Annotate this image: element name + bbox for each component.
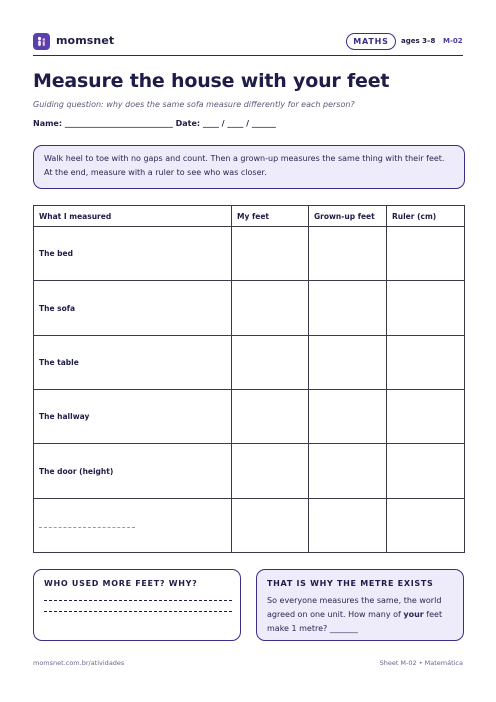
ruler-cell[interactable] <box>387 281 465 335</box>
instructions-text: Walk heel to toe with no gaps and count. Then a grown-up measures the same thing with their feet. At the end, measure with a ruler to see who was closer. <box>44 154 445 177</box>
subject-badge: MATHS <box>346 33 396 50</box>
metre-card-title: THAT IS WHY THE METRE EXISTS <box>267 579 434 588</box>
table-row <box>34 390 465 444</box>
row-label: The table <box>34 335 232 389</box>
answer-line[interactable] <box>44 611 232 612</box>
metre-card <box>256 569 464 641</box>
my-feet-cell[interactable] <box>232 281 309 335</box>
table-row <box>34 227 465 281</box>
ruler-cell[interactable] <box>387 335 465 389</box>
instructions-box <box>33 145 465 189</box>
table-row <box>34 444 465 498</box>
row-label: The door (height) <box>34 444 232 498</box>
header-divider <box>33 55 463 56</box>
ruler-cell[interactable] <box>387 390 465 444</box>
column-header: My feet <box>232 206 309 227</box>
row-label: The hallway <box>34 390 232 444</box>
column-header: Ruler (cm) <box>387 206 465 227</box>
name-date-line[interactable]: Name: ___________________________ Date: ____ / ____ / ______ <box>33 119 276 128</box>
column-header: Grown-up feet <box>309 206 387 227</box>
grown-up-feet-cell[interactable] <box>309 390 387 444</box>
grown-up-feet-cell[interactable] <box>309 335 387 389</box>
sheet-code: M-02 <box>443 37 463 45</box>
row-label: The bed <box>34 227 232 281</box>
age-range: ages 3–8 <box>401 37 436 45</box>
grown-up-feet-cell[interactable] <box>309 281 387 335</box>
table-row <box>34 335 465 389</box>
table-row <box>34 498 465 552</box>
question-card <box>33 569 241 641</box>
brand-logo-icon <box>33 33 50 50</box>
header <box>33 32 463 52</box>
table-header-row <box>34 206 465 227</box>
question-card-title: WHO USED MORE FEET? WHY? <box>44 579 198 588</box>
grown-up-feet-cell[interactable] <box>309 227 387 281</box>
my-feet-cell[interactable] <box>232 498 309 552</box>
metre-text-part: feet make 1 metre? _______ <box>267 610 443 633</box>
ruler-cell[interactable] <box>387 498 465 552</box>
answer-line[interactable] <box>44 600 232 601</box>
row-label: The sofa <box>34 281 232 335</box>
metre-text-emphasis: your <box>403 610 424 619</box>
page-title: Measure the house with your feet <box>33 70 390 92</box>
write-in-line[interactable] <box>39 527 135 528</box>
column-header: What I measured <box>34 206 232 227</box>
my-feet-cell[interactable] <box>232 227 309 281</box>
measurement-table <box>33 205 465 553</box>
my-feet-cell[interactable] <box>232 335 309 389</box>
table-row <box>34 281 465 335</box>
metre-card-text <box>267 594 459 636</box>
footer-sheet-label: Sheet M-02 • Matemática <box>379 659 463 667</box>
footer-url: momsnet.com.br/atividades <box>33 659 125 667</box>
brand-name: momsnet <box>56 34 115 47</box>
ruler-cell[interactable] <box>387 444 465 498</box>
grown-up-feet-cell[interactable] <box>309 498 387 552</box>
grown-up-feet-cell[interactable] <box>309 444 387 498</box>
my-feet-cell[interactable] <box>232 444 309 498</box>
ruler-cell[interactable] <box>387 227 465 281</box>
my-feet-cell[interactable] <box>232 390 309 444</box>
guiding-question: Guiding question: why does the same sofa measure differently for each person? <box>33 100 355 109</box>
blank-row-label[interactable] <box>34 498 232 552</box>
metre-text-part: So everyone measures the same, the world agreed on one unit. How many of <box>267 596 442 619</box>
